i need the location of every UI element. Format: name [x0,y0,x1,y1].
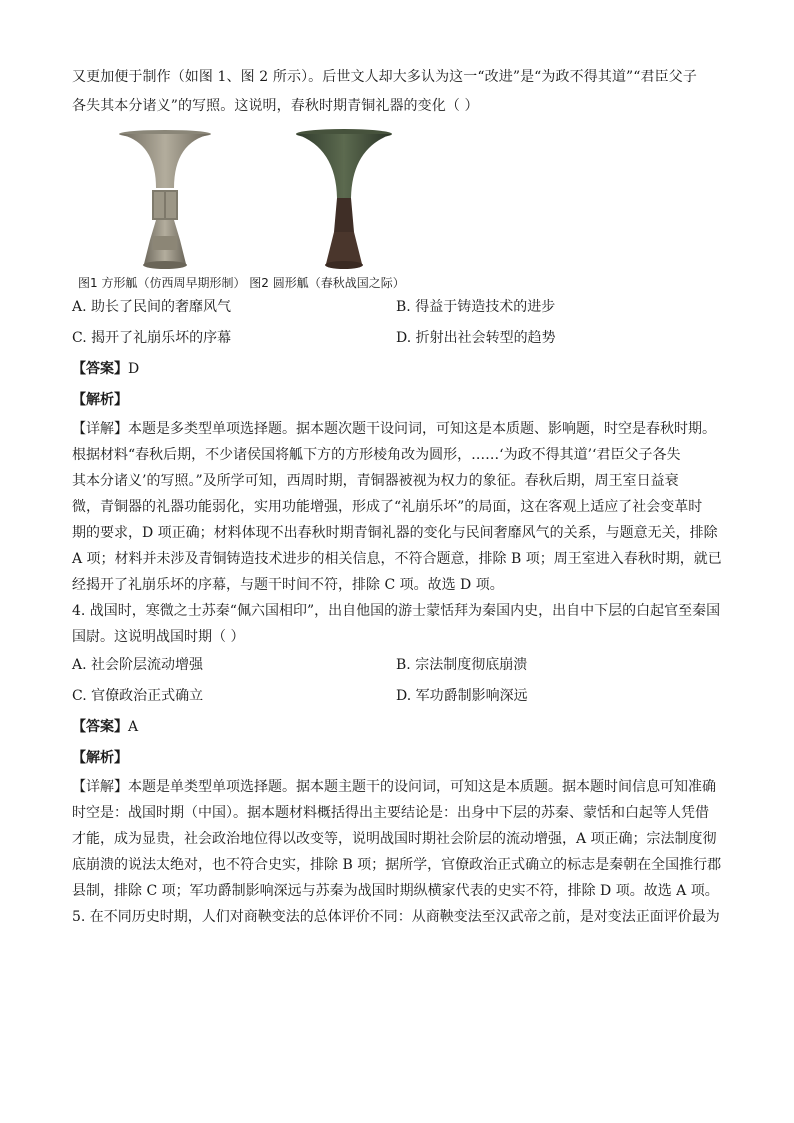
q4-detail-line: 【详解】本题是单类型单项选择题。据本题主题干的设问词，可知这是本质题。据本题时间信息可知准确 [72,779,716,795]
q4-option-d: D. 军功爵制影响深远 [396,688,528,704]
q4-options-row-2 [72,681,724,712]
q4-option-b: B. 宗法制度彻底崩溃 [396,657,528,673]
q3-option-b: B. 得益于铸造技术的进步 [396,299,556,315]
q3-figure-caption: 图1 方形觚（仿西周早期形制） 图2 圆形觚（春秋战国之际） [78,276,405,290]
q3-stem-line-2: 各失其本分诸义”的写照。这说明，春秋时期青铜礼器的变化（ ） [72,98,479,114]
round-gu-vessel-image [294,128,394,270]
square-gu-vessel-image [116,128,214,270]
q4-answer-label: 【答案】 [72,719,128,735]
q3-options-row-1 [72,292,724,323]
q4-stem [72,598,724,650]
q3-figures [72,128,724,292]
q3-answer-label: 【答案】 [72,361,128,377]
q3-detail-line: 其本分诸义’的写照。”及所学可知，西周时期，青铜器被视为权力的象征。春秋后期，周王室日益衰 [72,473,679,489]
q3-answer-value: D [128,361,140,377]
q3-option-d: D. 折射出社会转型的趋势 [396,330,556,346]
q4-detail-line: 才能，成为显贵，社会政治地位得以改变等，说明战国时期社会阶层的流动增强，A 项正确；宗法制度彻 [72,831,717,847]
q3-detail-line: A 项；材料并未涉及青铜铸造技术进步的相关信息，不符合题意，排除 B 项；周王室进入春秋时期，就已 [72,551,722,567]
q3-detail-line: 期的要求，D 项正确；材料体现不出春秋时期青铜礼器的变化与民间奢靡风气的关系，与题意无关，排除 [72,525,718,541]
q4-option-a: A. 社会阶层流动增强 [72,657,204,673]
q4-stem-line: 国尉。这说明战国时期（ ） [72,629,245,645]
q3-detail-line: 根据材料“春秋后期，不少诸侯国将觚下方的方形棱角改为圆形，……‘为政不得其道’‘君臣父子各失 [72,447,681,463]
q3-stem-line-1: 又更加便于制作（如图 1、图 2 所示）。后世文人却大多认为这一“改进”是“为政不得其道”“君臣父子 [72,69,697,85]
q4-option-c: C. 官僚政治正式确立 [72,688,204,704]
q5-stem-line: 5. 在不同历史时期，人们对商鞅变法的总体评价不同：从商鞅变法至汉武帝之前，是对变法正面评价最为 [72,909,720,925]
q3-detail [72,416,724,598]
q4-answer [72,712,724,743]
q3-detail-line: 【详解】本题是多类型单项选择题。据本题次题干设问词，可知这是本质题、影响题，时空是春秋时期。 [72,421,716,437]
q4-stem-line: 4. 战国时，寒微之士苏秦“佩六国相印”，出自他国的游士蒙恬拜为秦国内史，出自中下层的白起官至秦国 [72,603,721,619]
q3-option-a: A. 助长了民间的奢靡风气 [72,299,232,315]
q3-answer [72,354,724,385]
q4-detail-line: 底崩溃的说法太绝对，也不符合史实，排除 B 项；据所学，官僚政治正式确立的标志是秦朝在全国推行郡 [72,857,722,873]
q4-options-row-1 [72,650,724,681]
q3-detail-line: 微，青铜器的礼器功能弱化，实用功能增强，形成了“礼崩乐坏”的局面，这在客观上适应了社会变革时 [72,499,703,515]
q3-option-c: C. 揭开了礼崩乐坏的序幕 [72,330,232,346]
q5-stem [72,904,724,930]
q4-answer-value: A [128,719,139,735]
q3-detail-line: 经揭开了礼崩乐坏的序幕，与题干时间不符，排除 C 项。故选 D 项。 [72,577,504,593]
document-page [72,66,724,930]
q4-analysis-label: 【解析】 [72,750,128,766]
q3-options-row-2 [72,323,724,354]
q4-detail-line: 县制，排除 C 项；军功爵制影响深远与苏秦为战国时期纵横家代表的史实不符，排除 D 项。故选 A 项。 [72,883,719,899]
q4-detail-line: 时空是：战国时期（中国）。据本题材料概括得出主要结论是：出身中下层的苏秦、蒙恬和白起等人凭借 [72,805,709,821]
q3-analysis-label: 【解析】 [72,392,128,408]
q4-detail [72,774,724,904]
